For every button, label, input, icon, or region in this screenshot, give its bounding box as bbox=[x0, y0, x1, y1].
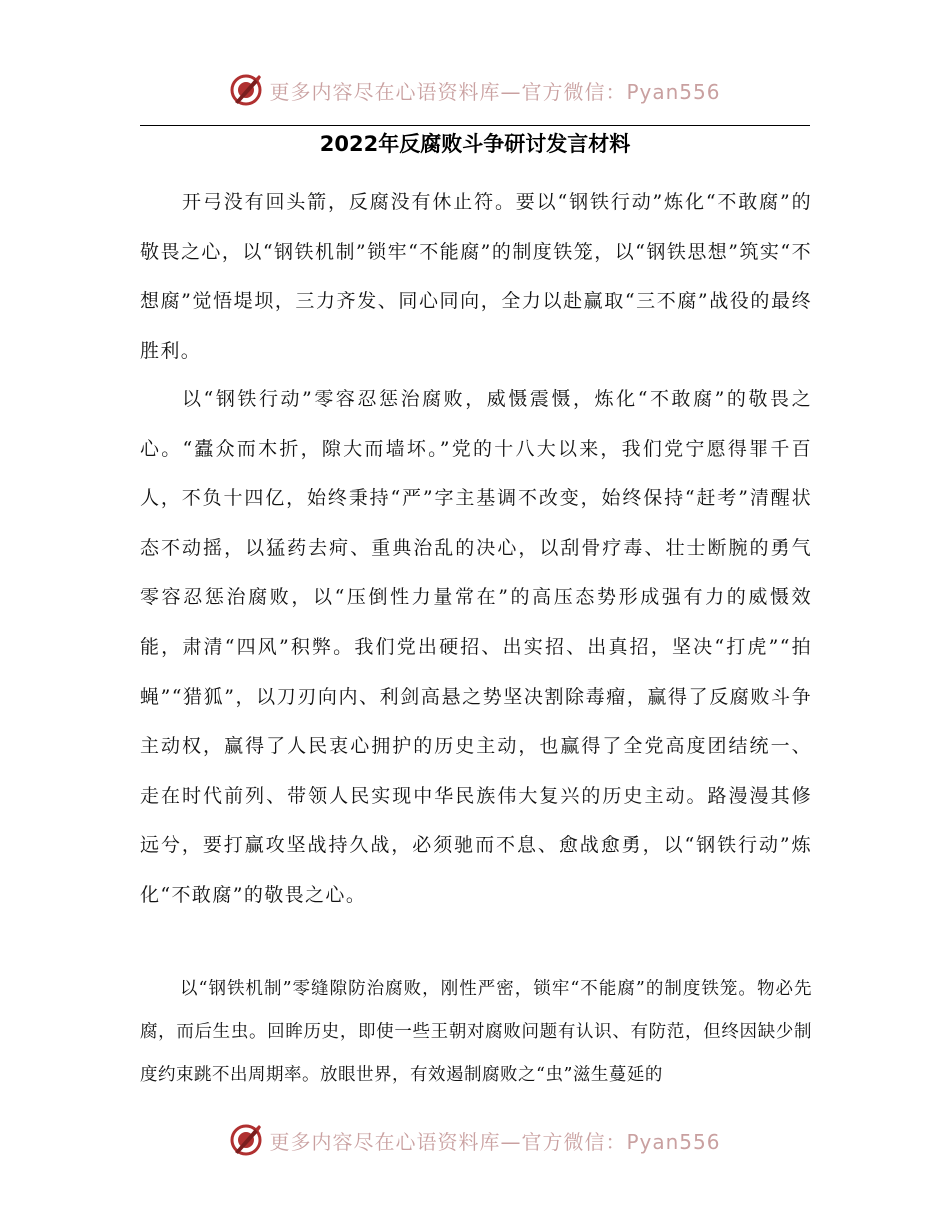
header-banner bbox=[0, 70, 950, 110]
footer-banner-text: 更多内容尽在心语资料库—官方微信：Pyan556 bbox=[269, 1129, 721, 1154]
header-banner-text: 更多内容尽在心语资料库—官方微信：Pyan556 bbox=[269, 79, 721, 104]
footer-banner bbox=[0, 1120, 950, 1160]
paragraph-2: 以“钢铁行动”零容忍惩治腐败，威慑震慑，炼化“不敢腐”的敬畏之心。“蠹众而木折，隙大而墙坏。”党的十八大以来，我们党宁愿得罪千百人，不负十四亿，始终秉持“严”字主基调不改变，始终保持“赶考”清醒状态不动摇，以猛药去疴、重典治乱的决心，以刮骨疗毒、壮士断腕的勇气零容忍惩治腐败，以“压倒性力量常在”的高压态势形成强有力的威慑效能，肃清“四风”积弊。我们党出硬招、出实招、出真招，坚决“打虎”“拍蝇”“猎狐”，以刀刃向内、利剑高悬之势坚决割除毒瘤，赢得了反腐败斗争主动权，赢得了人民衷心拥护的历史主动，也赢得了全党高度团结统一、走在时代前列、带领人民实现中华民族伟大复兴的历史主动。路漫漫其修远兮，要打赢攻坚战持久战，必须驰而不息、愈战愈勇，以“钢铁行动”炼化“不敢腐”的敬畏之心。 bbox=[140, 388, 812, 906]
paragraph-3: 以“钢铁机制”零缝隙防治腐败，刚性严密，锁牢“不能腐”的制度铁笼。物必先腐，而后生虫。回眸历史，即使一些王朝对腐败问题有认识、有防范，但终因缺少制度约束跳不出周期率。放眼世界，有效遏制腐败之“虫”滋生蔓延的 bbox=[140, 979, 812, 1085]
document-title: 2022年反腐败斗争研讨发言材料 bbox=[319, 132, 631, 156]
pen-seal-logo-icon bbox=[229, 73, 263, 107]
pen-seal-logo-icon bbox=[229, 1123, 263, 1157]
paragraph-1: 开弓没有回头箭，反腐没有休止符。要以“钢铁行动”炼化“不敢腐”的敬畏之心，以“钢铁机制”锁牢“不能腐”的制度铁笼，以“钢铁思想”筑实“不想腐”觉悟堤坝，三力齐发、同心同向，全力以赴赢取“三不腐”战役的最终胜利。 bbox=[140, 191, 812, 362]
header-rule bbox=[140, 125, 810, 126]
